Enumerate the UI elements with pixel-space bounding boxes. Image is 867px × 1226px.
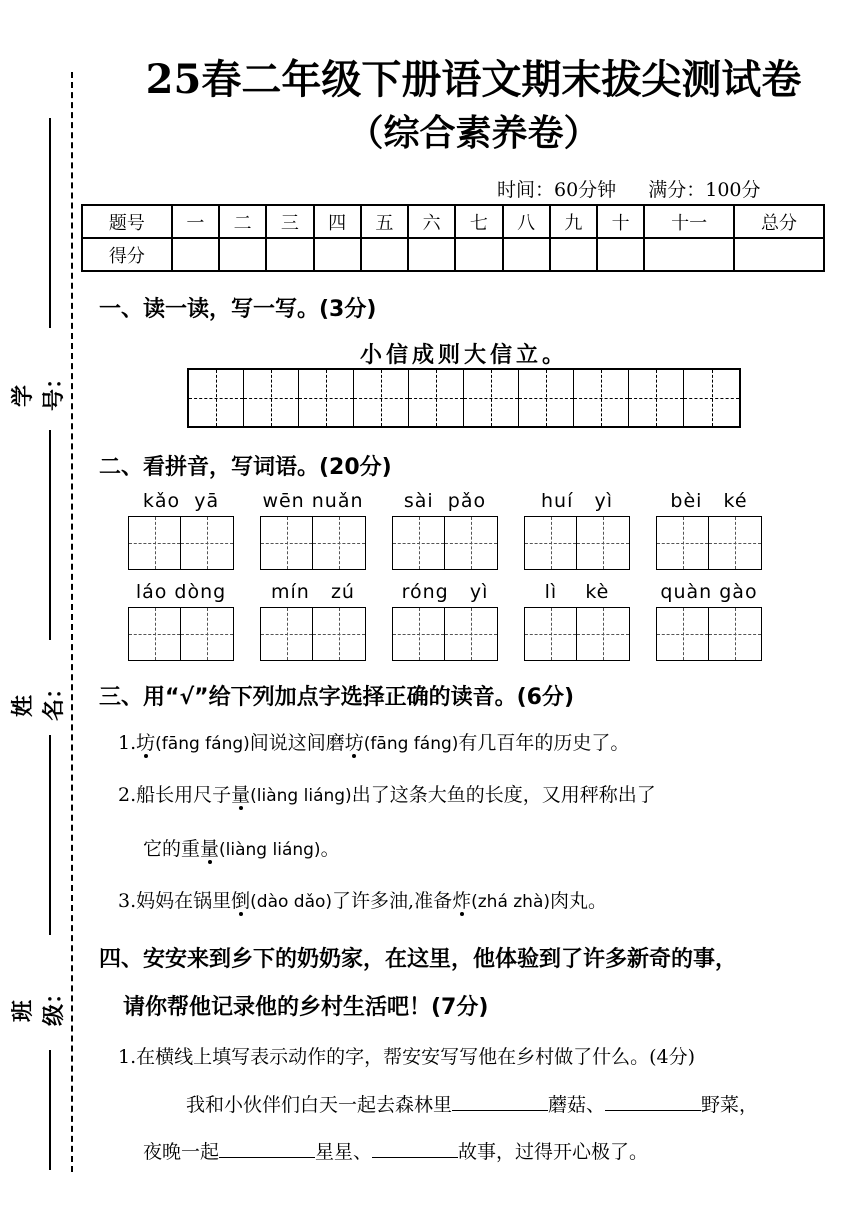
pinyin-word: [260, 581, 366, 661]
section-2-heading: 二、看拼音，写词语。(20分): [99, 455, 392, 480]
score-cell[interactable]: [266, 238, 313, 271]
char-box[interactable]: [709, 517, 761, 569]
dotted-char: 坊: [344, 732, 364, 754]
fill-text: 夜晚一起: [143, 1141, 220, 1163]
pinyin-text: quàn gào: [660, 581, 758, 603]
char-box[interactable]: [261, 517, 313, 569]
full-score: 满分：100分: [648, 179, 761, 201]
section-1-sentence: 小信成则大信立。: [360, 343, 569, 368]
score-cell[interactable]: [550, 238, 597, 271]
pinyin-text: sài pǎo: [403, 490, 487, 512]
char-box[interactable]: [313, 517, 365, 569]
binding-dashed-line: [71, 72, 73, 1172]
pinyin-word: [392, 490, 498, 570]
score-cell[interactable]: [644, 238, 734, 271]
char-box[interactable]: [181, 608, 233, 660]
section-4-heading-line2: 请你帮他记录他的乡村生活吧！(7分): [123, 995, 489, 1020]
score-row-label: 得分: [82, 238, 172, 271]
score-cell[interactable]: [408, 238, 455, 271]
fill-blank[interactable]: [372, 1137, 458, 1158]
fill-text: 野菜，: [701, 1094, 759, 1116]
pinyin-text: bèi ké: [670, 490, 748, 512]
writing-cell[interactable]: [464, 370, 519, 426]
fill-text: 故事，过得开心极了。: [458, 1141, 649, 1163]
pinyin-word: [524, 490, 630, 570]
pinyin-word: [656, 490, 762, 570]
score-header-cell: 七: [455, 205, 502, 238]
pinyin-word: [260, 490, 366, 570]
q-text: 出了这条大鱼的长度，又用秤称出了: [351, 784, 656, 806]
pinyin-word: [128, 581, 234, 661]
score-header-cell: 四: [314, 205, 361, 238]
writing-cell[interactable]: [299, 370, 354, 426]
fill-text: 星星、: [315, 1141, 373, 1163]
page-title: 25春二年级下册语文期末拔尖测试卷: [145, 56, 802, 103]
score-header-cell: 三: [266, 205, 313, 238]
word-boxes[interactable]: [524, 607, 630, 661]
word-boxes[interactable]: [524, 516, 630, 570]
q-text: 1.: [118, 732, 137, 754]
pronunciation-options[interactable]: (fāng fáng): [363, 734, 459, 754]
writing-cell[interactable]: [354, 370, 409, 426]
char-box[interactable]: [657, 608, 709, 660]
word-boxes[interactable]: [260, 607, 366, 661]
score-table-score-row: [82, 238, 824, 271]
section-3-heading: 三、用“√”给下列加点字选择正确的读音。(6分): [99, 685, 575, 710]
pronunciation-options[interactable]: (zhá zhà): [471, 892, 551, 912]
word-boxes[interactable]: [656, 607, 762, 661]
q-text: 肉丸。: [550, 890, 608, 912]
pronunciation-options[interactable]: (dào dǎo): [250, 892, 333, 912]
pinyin-text: huí yì: [540, 490, 613, 512]
writing-cell[interactable]: [519, 370, 574, 426]
page-subtitle: （综合素养卷）: [347, 112, 600, 154]
question-3-2: [118, 780, 656, 807]
writing-cell[interactable]: [629, 370, 684, 426]
dotted-char: 坊: [136, 732, 156, 754]
writing-cell[interactable]: [574, 370, 629, 426]
pinyin-word: [524, 581, 630, 661]
char-box[interactable]: [709, 608, 761, 660]
score-header-cell: 二: [219, 205, 266, 238]
name-line-bottom: [49, 735, 51, 935]
char-box[interactable]: [393, 517, 445, 569]
q-text: 。: [320, 838, 340, 860]
fill-text: 我和小伙伴们白天一起去森林里: [186, 1094, 453, 1116]
question-3-2-cont: [143, 834, 340, 861]
score-header-cell: 十一: [644, 205, 734, 238]
char-box[interactable]: [313, 608, 365, 660]
question-3-3: [118, 886, 607, 913]
writing-cell[interactable]: [409, 370, 464, 426]
char-box[interactable]: [445, 608, 497, 660]
score-header-cell: 八: [503, 205, 550, 238]
score-cell[interactable]: [172, 238, 219, 271]
dotted-char: 量: [200, 838, 220, 860]
word-boxes[interactable]: [392, 607, 498, 661]
word-boxes[interactable]: [656, 516, 762, 570]
score-header-cell: 一: [172, 205, 219, 238]
section-4-heading-line1: 四、安安来到乡下的奶奶家，在这里，他体验到了许多新奇的事，: [99, 947, 738, 972]
score-cell[interactable]: [503, 238, 550, 271]
score-table-header-row: [82, 205, 824, 238]
dotted-char: 倒: [231, 890, 251, 912]
pinyin-text: róng yì: [401, 581, 489, 603]
char-box[interactable]: [129, 517, 181, 569]
word-boxes[interactable]: [260, 516, 366, 570]
score-header-cell: 六: [408, 205, 455, 238]
pinyin-text: mín zú: [271, 581, 355, 603]
exam-meta: [497, 175, 787, 202]
name-line-top: [49, 430, 51, 640]
class-line: [49, 1050, 51, 1170]
q-text: 有几百年的历史了。: [458, 732, 630, 754]
word-boxes[interactable]: [392, 516, 498, 570]
q-text: 了许多油,准备: [332, 890, 453, 912]
char-box[interactable]: [577, 608, 629, 660]
fill-blank[interactable]: [219, 1137, 315, 1158]
char-box[interactable]: [577, 517, 629, 569]
time-limit: 时间：60分钟: [497, 179, 617, 201]
pinyin-word: [128, 490, 234, 570]
score-cell[interactable]: [219, 238, 266, 271]
q-text: 3.妈妈在锅里: [118, 890, 232, 912]
score-header-cell: 题号: [82, 205, 172, 238]
pinyin-text: kǎo yā: [142, 490, 220, 512]
writing-cell[interactable]: [684, 370, 739, 426]
name-label: 姓名：: [11, 676, 67, 721]
char-box[interactable]: [445, 517, 497, 569]
q-text: 间说这间磨: [249, 732, 345, 754]
pinyin-text: láo dòng: [135, 581, 227, 603]
fill-paragraph-line1: [186, 1090, 758, 1117]
char-box[interactable]: [525, 608, 577, 660]
question-3-1: [118, 728, 629, 755]
student-no-line: [49, 118, 51, 328]
section-1-heading: 一、读一读，写一写。(3分): [99, 297, 377, 322]
pinyin-word: [656, 581, 762, 661]
pinyin-word: [392, 581, 498, 661]
char-box[interactable]: [657, 517, 709, 569]
class-label: 班级：: [11, 981, 67, 1026]
fill-paragraph-line2: [143, 1137, 648, 1164]
section-4-sub1: 1.在横线上填写表示动作的字，帮安安写写他在乡村做了什么。(4分): [118, 1046, 696, 1068]
char-box[interactable]: [181, 517, 233, 569]
char-box[interactable]: [261, 608, 313, 660]
char-box[interactable]: [393, 608, 445, 660]
writing-cell[interactable]: [189, 370, 244, 426]
score-header-cell: 九: [550, 205, 597, 238]
score-cell[interactable]: [597, 238, 644, 271]
q-text: 2.船长用尺子: [118, 784, 232, 806]
score-cell[interactable]: [361, 238, 408, 271]
dotted-char: 炸: [452, 890, 472, 912]
score-header-cell: 总分: [734, 205, 824, 238]
dotted-char: 量: [231, 784, 251, 806]
pinyin-text: wēn nuǎn: [262, 490, 364, 512]
pronunciation-options[interactable]: (fāng fáng): [155, 734, 250, 754]
pronunciation-options[interactable]: (liàng liáng): [250, 786, 352, 806]
score-table: [81, 204, 825, 272]
writing-cell[interactable]: [244, 370, 299, 426]
char-box[interactable]: [525, 517, 577, 569]
word-boxes[interactable]: [128, 607, 234, 661]
word-boxes[interactable]: [128, 516, 234, 570]
writing-grid[interactable]: [187, 368, 741, 428]
q-text: 它的重: [143, 838, 201, 860]
score-header-cell: 五: [361, 205, 408, 238]
score-header-cell: 十: [597, 205, 644, 238]
score-cell[interactable]: [455, 238, 502, 271]
student-no-label: 学号：: [11, 366, 67, 411]
fill-blank[interactable]: [452, 1090, 548, 1111]
fill-text: 蘑菇、: [548, 1094, 606, 1116]
char-box[interactable]: [129, 608, 181, 660]
score-cell[interactable]: [314, 238, 361, 271]
fill-blank[interactable]: [605, 1090, 701, 1111]
score-cell[interactable]: [734, 238, 824, 271]
pinyin-text: lì kè: [544, 581, 610, 603]
pronunciation-options[interactable]: (liàng liáng): [219, 840, 321, 860]
